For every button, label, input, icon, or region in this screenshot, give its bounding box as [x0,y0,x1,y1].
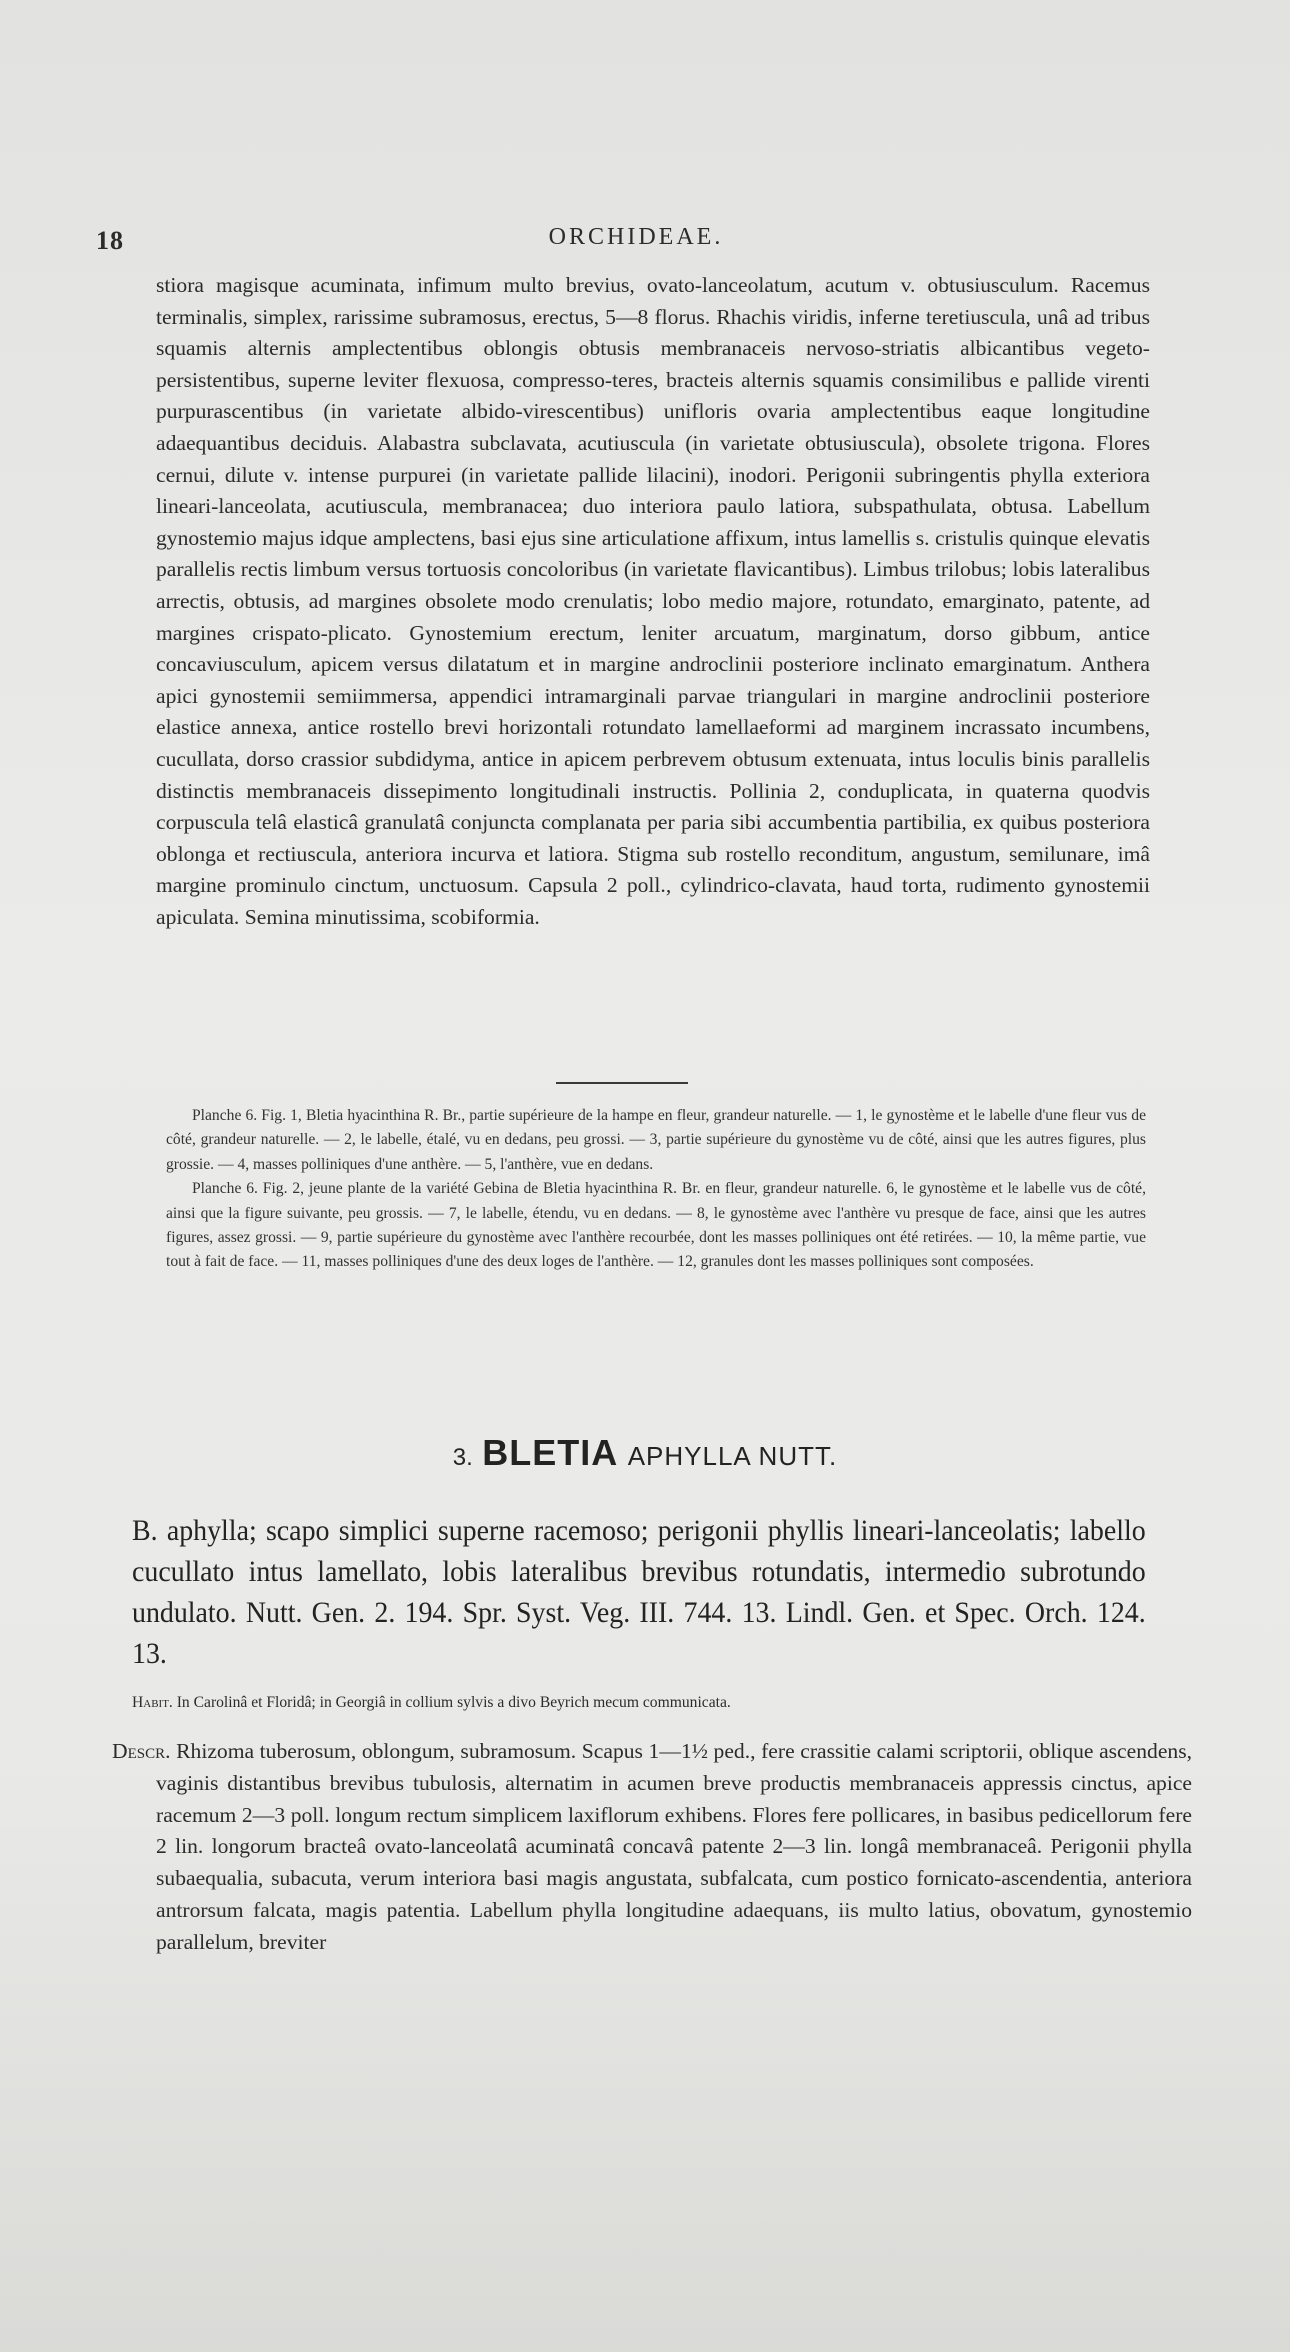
plate-note-fig-2: Planche 6. Fig. 2, jeune plante de la variété Gebina de Bletia hyacinthina R. Br. en fleur, grandeur naturelle. 6, le gynostème et le labelle vus de côté, ainsi que la figure suivante, peu grossis. — 7, le labelle, étendu, vu en dedans. — 8, le gynostème avec l'anthère vu presque de face, ainsi que les autres figures, assez grossi. — 9, partie supérieure du gynostème avec l'anthère recourbée, dont les masses polliniques ont été retirées. — 10, la même partie, vue tout à fait de face. — 11, masses polliniques d'une des deux loges de l'anthère. — 12, granules dont les masses polliniques sont composées. [166,1180,1146,1271]
description-paragraph [112,1736,1192,1959]
species-heading [0,1432,1290,1474]
species-diagnosis: B. aphylla; scapo simplici superne racemoso; perigonii phyllis lineari-lanceolatis; labello cucullato intus lamellato, lobis lateralibus brevibus rotundatis, intermedio subrotundo undulato. Nutt. Gen. 2. 194. Spr. Syst. Veg. III. 744. 13. Lindl. Gen. et Spec. Orch. 124. 13. [132,1514,1146,1670]
habitat-text: In Carolinâ et Floridâ; in Georgiâ in collium sylvis a divo Beyrich mecum communicata. [176,1694,731,1711]
species-number: 3. [452,1444,473,1471]
body-paragraph-continued: stiora magisque acuminata, infimum multo brevius, ovato-lanceolatum, acutum v. obtusiusculum. Racemus terminalis, simplex, rarissime subramosus, erectus, 5—8 florus. Rhachis viridis, inferne teretiuscula, unâ ad tribus squamis alternis amplectentibus oblongis obtusis membranaceis nervoso-striatis albicantibus vegeto-persistentibus, superne leviter flexuosa, compresso-teres, bracteis alternis squamis consimilibus e pallide virenti purpurascentibus (in varietate albido-virescentibus) unifloris ovaria amplectentibus eaque longitudine adaequantibus deciduis. Alabastra subclavata, acutiuscula (in varietate obtusiuscula), obsolete trigona. Flores cernui, dilute v. intense purpurei (in varietate pallide lilacini), inodori. Perigonii subringentis phylla exteriora lineari-lanceolata, acutiuscula, membranacea; duo interiora paulo latiora, subspathulata, obtusa. Labellum gynostemio majus idque amplectens, basi ejus sine articulatione affixum, intus lamellis s. cristulis quinque elevatis parallelis rectis limbum versus tortuosis concoloribus (in varietate flavicantibus). Limbus trilobus; lobis lateralibus arrectis, obtusis, ad margines obsolete modo crenulatis; lobo medio majore, rotundato, emarginato, patente, ad margines crispato-plicato. Gynostemium erectum, leniter arcuatum, marginatum, dorso gibbum, antice concaviusculum, apicem versus dilatatum et in margine androclinii posteriore inclinato emarginatum. Anthera apici gynostemii semiimmersa, appendici intramarginali parvae triangulari in margine androclinii posteriore elastice annexa, antice rostello brevi horizontali rotundato lamellaeformi ad marginem incrassato incumbens, cucullata, dorso crassior subdidyma, antice in apicem perbrevem obtusum extenuata, intus loculis binis parallelis distinctis membranaceis dissepimento longitudinali instructis. Pollinia 2, conduplicata, in quaterna quodvis corpuscula telâ elasticâ granulatâ conjuncta complanata per paria sibi accumbentia partibilia, ex quibus posteriora oblonga et rectiuscula, anteriora incurva et latiora. Stigma sub rostello reconditum, angustum, semilunare, imâ margine prominulo cinctum, unctuosum. Capsula 2 poll., cylindrico-clavata, haud torta, rudimento gynostemii apiculata. Semina minutissima, scobiformia. [156,273,1150,929]
description-label: Descr. [112,1739,171,1763]
species-genus: BLETIA [482,1432,619,1473]
page-number: 18 [96,226,124,255]
plate-note-fig-1: Planche 6. Fig. 1, Bletia hyacinthina R. Br., partie supérieure de la hampe en fleur, grandeur naturelle. — 1, le gynostème et le labelle d'une fleur vus de côté, grandeur naturelle. — 2, le labelle, étalé, vu en dedans, peu grossi. — 3, partie supérieure du gynostème vu de côté, ainsi que les autres figures, plus grossie. — 4, masses polliniques d'une anthère. — 5, l'anthère, vue en dedans. [166,1107,1146,1173]
running-head: ORCHIDEAE. [548,224,724,250]
description-text: Rhizoma tuberosum, oblongum, subramosum. Scapus 1—1½ ped., fere crassitie calami scriptorii, oblique ascendens, vaginis distantibus brevibus tubulosis, alternatim in acumen breve productis membranaceis appressis cinctus, apice racemum 2—3 poll. longum rectum simplicem laxiflorum exhibens. Flores fere pollicares, in basibus pedicellorum fere 2 lin. longorum bracteâ ovato-lanceolatâ acuminatâ concavâ patente 2—3 lin. longâ membranaceâ. Perigonii phylla subaequalia, subacuta, verum interiora basi magis angustata, subfalcata, cum postico fornicato-ascendentia, anteriora antrorsum falcata, magis patentia. Labellum phylla longitudine adaequans, iis multo latius, obovatum, gynostemio parallelum, breviter [156,1739,1193,1954]
species-epithet: APHYLLA NUTT. [627,1441,838,1471]
habitat-line [132,1692,1132,1714]
page-header [96,220,1176,260]
plate-notes [166,1104,1146,1275]
section-divider [556,1082,688,1084]
habitat-label: Habit. [132,1694,173,1711]
